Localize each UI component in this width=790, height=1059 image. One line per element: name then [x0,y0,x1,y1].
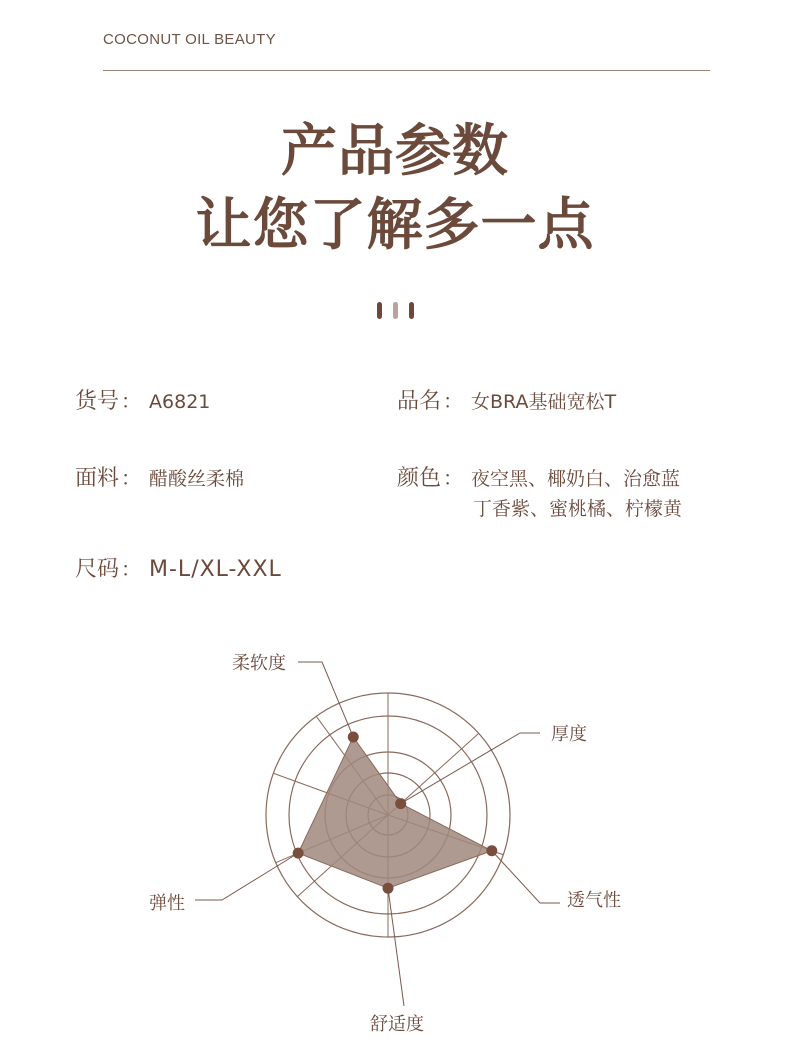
radar-point [486,845,497,856]
radar-point [293,848,304,859]
spec-colon: ： [121,557,142,581]
spec-colon: ： [121,466,142,490]
spec-color-line2: 丁香紫、蜜桃橘、柠檬黄 [473,498,683,520]
spec-value: 醋酸丝柔棉 [149,468,245,490]
spec-size [75,559,282,581]
spec-color [397,468,680,490]
radar-point [395,798,406,809]
spec-colon: ： [443,466,464,490]
radar-axis-label: 舒适度 [370,1014,424,1035]
bar-mark [377,302,382,319]
radar-leader-line [388,888,404,1006]
spec-label: 品名 [397,389,442,414]
radar-point [383,883,394,894]
radar-chart [0,640,790,1059]
spec-label: 货号 [75,389,120,414]
decorative-bars [377,302,417,320]
bar-mark [393,302,398,319]
header-divider [103,70,710,71]
bar-mark [409,302,414,319]
spec-value: M-L/XL-XXL [149,557,282,582]
spec-colon: ： [121,389,142,413]
spec-value: 女BRA基础宽松T [471,391,617,413]
radar-axis-label: 厚度 [551,724,587,745]
spec-label: 面料 [75,466,120,491]
brand-name: COCONUT OIL BEAUTY [103,31,276,48]
radar-axis-label: 弹性 [149,893,185,914]
radar-area [298,737,492,888]
radar-point [348,731,359,742]
radar-axis-label: 柔软度 [232,653,286,674]
spec-colon: ： [443,389,464,413]
spec-label: 颜色 [397,466,442,491]
spec-label: 尺码 [75,557,120,582]
spec-fabric [75,468,244,490]
spec-value: A6821 [149,391,211,413]
page-title: 产品参数 [281,119,509,184]
page-subtitle: 让您了解多一点 [195,193,595,258]
radar-axis-label: 透气性 [567,890,621,911]
spec-item-no [75,391,210,413]
spec-value: 夜空黑、椰奶白、治愈蓝 [471,468,681,490]
spec-name [397,391,616,413]
radar-leader-line [401,733,540,804]
